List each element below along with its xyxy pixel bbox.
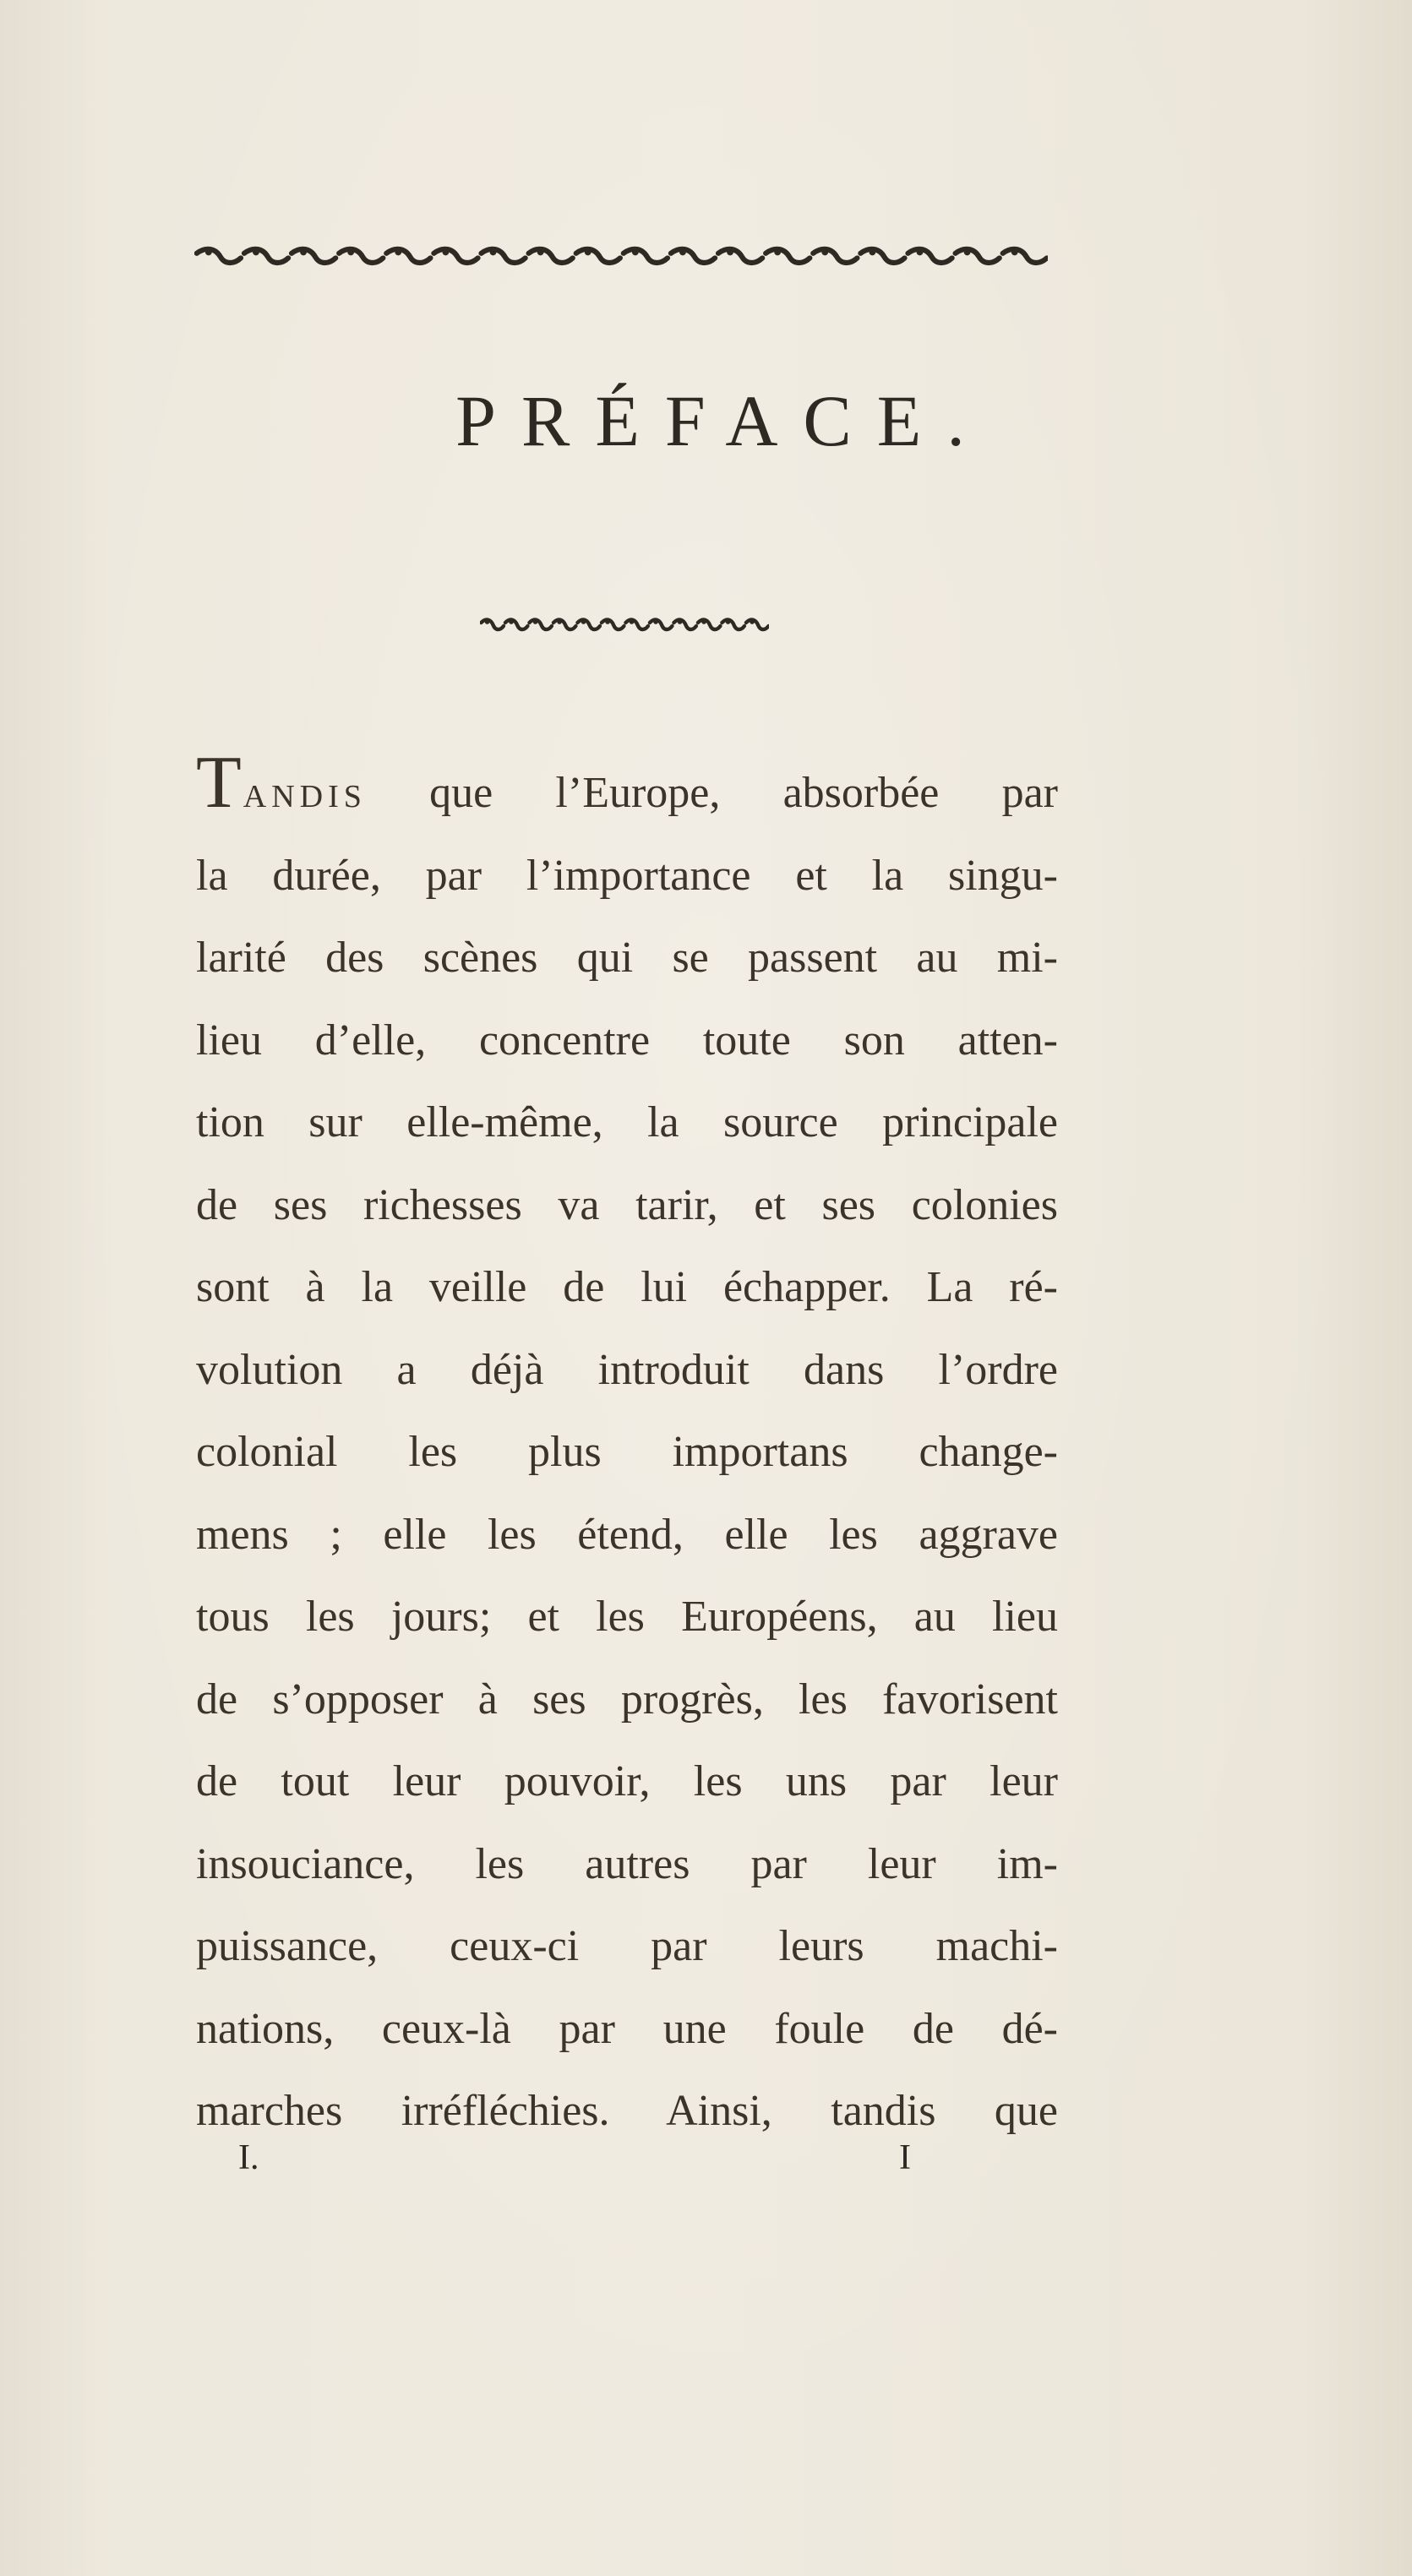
small-ornament-swash-3 [529,619,552,629]
top-ornament-swash-8 [529,249,573,263]
top-ornament-dot-1 [205,248,212,255]
top-ornament-dot-11 [679,248,686,255]
top-ornament-dot-18 [1011,248,1018,255]
top-ornament-swash-13 [766,249,810,263]
top-ornament-dot-15 [869,248,875,255]
small-ornament-swash-5 [577,619,600,629]
folio-mark: I [899,2138,911,2177]
small-ornament-dot-3 [533,619,538,624]
top-ornament-swash-9 [576,249,620,263]
top-ornament-dot-17 [964,248,971,255]
text-line-1 [196,752,1058,835]
small-ornament-dot-6 [605,619,610,624]
top-ornament-swash-11 [671,249,715,263]
top-ornament-dot-3 [300,248,307,255]
text-line-6: de ses richesses va tarir, et ses colonies [196,1180,1058,1229]
small-ornament-swash-1 [481,619,504,629]
top-ornament-swash-7 [481,249,525,263]
text-line-4: lieu d’elle, concentre toute son atten- [196,1016,1058,1065]
top-ornament-swash-18 [1003,249,1047,263]
text-line-2: la durée, par l’importance et la singu- [196,851,1058,900]
top-ornament-swash-5 [386,249,430,263]
small-ornament-swash-2 [505,619,528,629]
text-line-8: volution a déjà introduit dans l’ordre [196,1345,1058,1394]
top-ornament-dot-13 [774,248,781,255]
top-ornament-dot-2 [253,248,259,255]
text-line-9: colonial les plus importans change- [196,1428,1058,1476]
top-ornament-dot-16 [917,248,924,255]
top-ornament-swash-1 [197,249,241,263]
top-ornament-swash-17 [956,249,1000,263]
top-ornament-dot-4 [347,248,354,255]
text-line-11: tous les jours; et les Européens, au lieu [196,1593,1058,1641]
text-line-5: tion sur elle-même, la source principale [196,1098,1058,1146]
small-ornament-dot-1 [485,619,490,624]
top-ornament-dot-8 [537,248,544,255]
text-line-12: de s’opposer à ses progrès, les favorisent [196,1675,1058,1724]
top-ornament-dot-5 [395,248,401,255]
top-ornament-dot-6 [442,248,449,255]
top-ornament-rule [194,245,1048,269]
text-line-3: larité des scènes qui se passent au mi- [196,934,1058,982]
small-ornament-swash-12 [746,619,769,629]
text-line-1-rest: que l’Europe, absorbée par [429,769,1058,817]
small-ornament-swash-11 [722,619,744,629]
top-ornament-dot-10 [632,248,639,255]
small-ornament-dot-10 [701,619,706,624]
small-ornament-dot-7 [630,619,635,624]
top-ornament-dot-9 [585,248,592,255]
top-ornament-swash-10 [624,249,668,263]
top-ornament-swash-14 [813,249,857,263]
small-ornament-swash-7 [625,619,648,629]
top-ornament-dot-7 [490,248,497,255]
text-line-14: insouciance, les autres par leur im- [196,1839,1058,1888]
top-ornament-swash-15 [860,249,904,263]
small-ornament-swash-6 [602,619,624,629]
top-ornament-dot-14 [821,248,828,255]
top-ornament-swash-2 [244,249,288,263]
preface-text [196,752,1058,2153]
page-title: PRÉFACE. [455,380,990,461]
small-ornament-swash-9 [673,619,696,629]
top-ornament-swash-3 [292,249,335,263]
top-ornament-dot-12 [727,248,733,255]
small-ornament-dot-2 [509,619,514,624]
small-ornament-dot-5 [581,619,586,624]
text-line-16: nations, ceux-là par une foule de dé- [196,2004,1058,2053]
small-ornament-dot-4 [557,619,562,624]
small-ornament-swash-4 [553,619,576,629]
small-ornament-dot-12 [750,619,755,624]
first-word-small-caps: ANDIS [243,779,367,814]
top-ornament-swash-6 [433,249,477,263]
text-line-7: sont à la veille de lui échapper. La ré- [196,1263,1058,1311]
top-ornament-swash-16 [908,249,951,263]
top-ornament-swash-4 [339,249,383,263]
text-line-17: marches irréfléchies. Ainsi, tandis que [196,2087,1058,2135]
small-ornament-dot-11 [726,619,731,624]
drop-cap: T [196,752,242,824]
top-ornament-swash-12 [718,249,762,263]
signature-mark: I. [238,2138,259,2177]
small-ornament-swash-10 [698,619,721,629]
small-ornament-dot-8 [653,619,658,624]
text-line-10: mens ; elle les étend, elle les aggrave [196,1510,1058,1559]
small-ornament-swash-8 [650,619,673,629]
text-line-15: puissance, ceux-ci par leurs machi- [196,1922,1058,1970]
small-ornament-dot-9 [678,619,683,624]
small-ornament-rule [480,617,769,634]
text-line-13: de tout leur pouvoir, les uns par leur [196,1757,1058,1805]
